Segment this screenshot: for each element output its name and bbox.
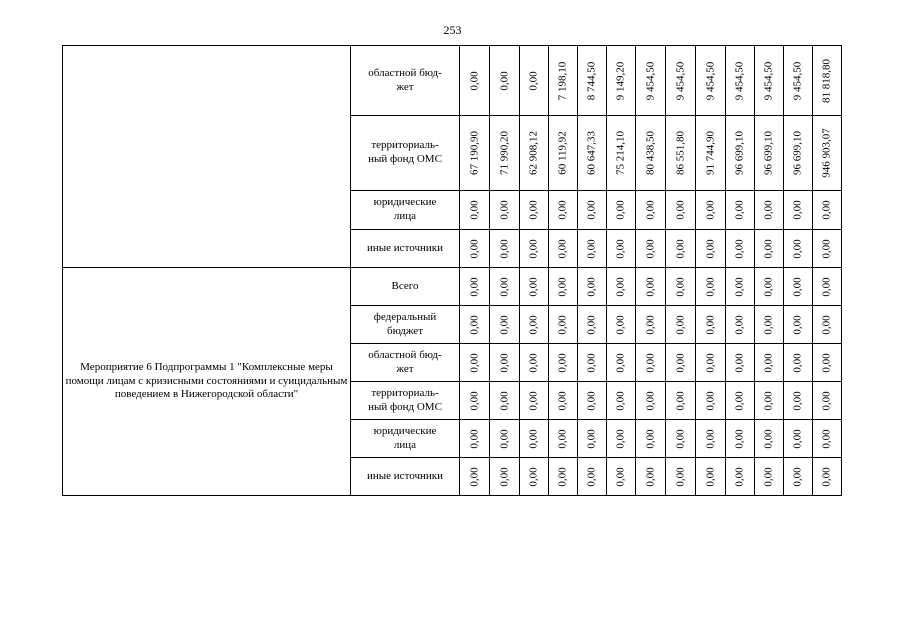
value-cell [755,230,784,268]
funding-source-cell: территориаль- ный фонд ОМС [351,116,460,191]
funding-source-cell: территориаль- ный фонд ОМС [351,382,460,420]
value-text: 0,00 [674,466,686,487]
value-text: 0,00 [556,466,569,487]
value-cell [578,420,607,458]
value-cell [696,268,726,306]
value-text: 0,00 [704,238,716,259]
value-cell [607,344,636,382]
value-text: 0,00 [762,238,775,259]
value-cell [666,458,696,496]
value-cell [813,306,842,344]
value-text: 0,00 [527,70,540,91]
value-cell [490,268,520,306]
value-cell [636,306,666,344]
value-cell [813,458,842,496]
value-text: 0,00 [704,428,716,449]
value-text: 0,00 [704,390,716,411]
value-cell [784,382,813,420]
value-text: 0,00 [556,276,569,297]
value-text: 0,00 [791,238,804,259]
value-cell [726,230,755,268]
value-cell [636,420,666,458]
value-cell [696,230,726,268]
value-cell [784,344,813,382]
value-text: 0,00 [791,390,804,411]
value-text: 0,00 [527,390,540,411]
value-text: 0,00 [614,314,627,335]
funding-source-cell: юридические лица [351,191,460,230]
value-cell [696,116,726,191]
value-cell [813,420,842,458]
value-text: 0,00 [527,428,540,449]
value-cell [549,458,578,496]
value-text: 0,00 [820,428,833,449]
value-cell [460,230,490,268]
value-text: 80 438,50 [644,131,656,175]
value-text: 0,00 [498,428,510,449]
value-cell [726,382,755,420]
value-text: 0,00 [644,428,656,449]
value-text: 0,00 [556,200,569,220]
value-text: 0,00 [556,428,569,449]
value-cell [755,458,784,496]
value-cell [755,306,784,344]
value-cell [784,46,813,116]
value-cell [636,230,666,268]
value-text: 9 149,20 [614,61,627,100]
value-cell [460,458,490,496]
value-cell [755,191,784,230]
value-cell [490,420,520,458]
value-cell [520,268,549,306]
budget-table [62,45,842,496]
value-text: 0,00 [527,314,540,335]
table-row [63,46,842,116]
value-text: 0,00 [556,390,569,411]
value-cell [726,116,755,191]
value-text: 91 744,90 [704,131,716,175]
value-cell [578,458,607,496]
value-text: 0,00 [733,428,746,449]
value-text: 0,00 [498,314,510,335]
value-cell [578,191,607,230]
value-text: 86 551,80 [674,131,686,175]
value-cell [666,46,696,116]
value-cell [520,420,549,458]
value-text: 0,00 [820,200,833,220]
value-cell [696,344,726,382]
value-cell [520,344,549,382]
value-cell [520,46,549,116]
value-text: 0,00 [762,314,775,335]
value-cell [666,420,696,458]
funding-source-cell: областной бюд- жет [351,46,460,116]
value-text: 0,00 [820,390,833,411]
program-name-cell: Мероприятие 6 Подпрограммы 1 "Комплексные меры помощи лицам с кризисными состояниями и суицидальным поведением в Нижегородской области" [63,268,351,496]
value-cell [696,420,726,458]
value-cell [460,344,490,382]
value-cell [490,230,520,268]
value-cell [549,116,578,191]
value-cell [460,382,490,420]
value-text: 60 647,33 [585,131,598,175]
value-cell [666,230,696,268]
value-text: 0,00 [498,238,510,259]
value-cell [755,46,784,116]
value-cell [460,420,490,458]
value-text: 0,00 [733,314,746,335]
value-text: 0,00 [468,314,480,335]
value-text: 96 699,10 [762,131,775,175]
value-cell [607,458,636,496]
value-text: 75 214,10 [614,131,627,175]
value-text: 0,00 [585,428,598,449]
value-cell [549,46,578,116]
value-text: 0,00 [468,352,480,373]
value-text: 7 198,10 [556,61,569,100]
value-cell [636,382,666,420]
value-cell [490,306,520,344]
value-cell [607,116,636,191]
value-text: 62 908,12 [527,131,540,175]
value-text: 0,00 [644,314,656,335]
value-cell [520,230,549,268]
value-text: 0,00 [791,276,804,297]
value-cell [813,191,842,230]
value-text: 0,00 [498,276,510,297]
value-text: 0,00 [527,200,540,220]
value-cell [813,230,842,268]
value-text: 0,00 [674,390,686,411]
value-cell [490,191,520,230]
value-text: 0,00 [733,238,746,259]
value-cell [460,46,490,116]
value-text: 0,00 [733,466,746,487]
value-text: 0,00 [527,466,540,487]
value-cell [460,268,490,306]
value-cell [607,382,636,420]
value-text: 0,00 [762,352,775,373]
value-cell [813,268,842,306]
value-text: 0,00 [644,390,656,411]
value-cell [726,268,755,306]
value-text: 0,00 [468,238,480,259]
value-cell [636,191,666,230]
value-cell [578,344,607,382]
funding-source-cell: иные источники [351,230,460,268]
value-cell [520,382,549,420]
value-text: 9 454,50 [674,61,686,100]
value-text: 0,00 [820,276,833,297]
value-cell [813,382,842,420]
value-text: 0,00 [468,390,480,411]
value-text: 0,00 [791,352,804,373]
value-text: 0,00 [674,352,686,373]
value-cell [549,382,578,420]
value-cell [696,306,726,344]
value-cell [636,116,666,191]
value-text: 0,00 [585,238,598,259]
value-cell [578,46,607,116]
value-text: 0,00 [791,428,804,449]
value-text: 71 990,20 [498,131,510,175]
value-cell [813,116,842,191]
value-text: 0,00 [820,314,833,335]
value-text: 0,00 [468,200,480,220]
value-cell [490,46,520,116]
value-cell [636,46,666,116]
value-cell [696,46,726,116]
value-cell [813,46,842,116]
value-cell [784,306,813,344]
value-text: 67 190,90 [468,131,480,175]
value-text: 0,00 [704,466,716,487]
value-cell [666,191,696,230]
program-name-cell [63,46,351,268]
value-text: 0,00 [614,466,627,487]
value-cell [696,458,726,496]
value-cell [636,344,666,382]
value-text: 0,00 [674,200,686,220]
value-cell [666,116,696,191]
value-cell [607,268,636,306]
value-text: 0,00 [614,200,627,220]
value-cell [549,306,578,344]
funding-source-cell: федеральный бюджет [351,306,460,344]
value-text: 0,00 [644,352,656,373]
value-text: 0,00 [820,352,833,373]
value-cell [490,382,520,420]
value-cell [784,191,813,230]
value-text: 96 699,10 [733,131,746,175]
value-cell [607,230,636,268]
value-text: 0,00 [644,200,656,220]
value-text: 0,00 [498,352,510,373]
value-text: 0,00 [704,276,716,297]
value-text: 0,00 [468,466,480,487]
value-text: 0,00 [614,390,627,411]
value-text: 0,00 [674,238,686,259]
value-text: 0,00 [614,428,627,449]
value-cell [755,382,784,420]
value-cell [549,420,578,458]
value-text: 0,00 [791,200,804,220]
value-text: 0,00 [762,466,775,487]
value-text: 0,00 [820,466,833,487]
value-text: 0,00 [498,466,510,487]
value-cell [578,382,607,420]
value-text: 946 903,07 [820,128,833,178]
value-text: 0,00 [704,352,716,373]
value-text: 0,00 [585,200,598,220]
value-cell [520,191,549,230]
value-text: 0,00 [733,352,746,373]
value-text: 0,00 [527,352,540,373]
value-cell [607,46,636,116]
value-text: 9 454,50 [644,61,656,100]
value-text: 0,00 [498,200,510,220]
page-number: 253 [443,23,462,37]
value-cell [726,420,755,458]
value-text: 0,00 [762,276,775,297]
value-cell [726,344,755,382]
funding-source-cell: Всего [351,268,460,306]
value-cell [607,306,636,344]
value-text: 0,00 [614,276,627,297]
value-text: 8 744,50 [585,61,598,100]
value-cell [755,116,784,191]
value-cell [726,306,755,344]
value-text: 9 454,50 [704,61,716,100]
value-text: 0,00 [762,200,775,220]
value-text: 0,00 [674,428,686,449]
value-cell [549,344,578,382]
value-text: 0,00 [762,428,775,449]
table-row [63,268,842,306]
value-cell [755,420,784,458]
value-text: 0,00 [644,466,656,487]
value-text: 0,00 [498,70,510,91]
value-text: 0,00 [527,238,540,259]
value-cell [520,458,549,496]
value-text: 0,00 [468,276,480,297]
value-text: 0,00 [527,276,540,297]
value-cell [490,344,520,382]
value-text: 0,00 [733,390,746,411]
value-text: 0,00 [556,314,569,335]
value-text: 0,00 [644,276,656,297]
value-cell [578,268,607,306]
value-cell [755,344,784,382]
value-cell [636,268,666,306]
value-cell [726,191,755,230]
value-text: 0,00 [468,428,480,449]
funding-source-cell: юридические лица [351,420,460,458]
value-cell [755,268,784,306]
value-text: 0,00 [585,466,598,487]
value-text: 0,00 [498,390,510,411]
value-cell [490,458,520,496]
value-cell [460,191,490,230]
value-cell [726,458,755,496]
value-cell [784,230,813,268]
value-cell [490,116,520,191]
value-cell [578,230,607,268]
value-cell [549,268,578,306]
value-cell [636,458,666,496]
value-text: 0,00 [791,314,804,335]
value-cell [696,382,726,420]
value-text: 0,00 [585,276,598,297]
value-cell [784,116,813,191]
value-cell [726,46,755,116]
value-cell [549,191,578,230]
value-text: 0,00 [733,200,746,220]
value-cell [578,116,607,191]
value-text: 0,00 [556,238,569,259]
funding-source-cell: иные источники [351,458,460,496]
value-cell [607,420,636,458]
value-cell [520,306,549,344]
value-text: 0,00 [674,276,686,297]
value-text: 81 818,80 [820,58,833,103]
value-text: 0,00 [674,314,686,335]
value-cell [784,458,813,496]
value-cell [666,344,696,382]
value-cell [607,191,636,230]
value-text: 0,00 [791,466,804,487]
funding-source-cell: областной бюд- жет [351,344,460,382]
value-cell [460,116,490,191]
value-text: 0,00 [585,352,598,373]
value-cell [666,306,696,344]
value-text: 0,00 [614,352,627,373]
value-cell [784,420,813,458]
value-cell [549,230,578,268]
value-text: 0,00 [585,390,598,411]
value-cell [666,268,696,306]
value-text: 0,00 [468,70,480,91]
value-text: 0,00 [556,352,569,373]
value-cell [578,306,607,344]
value-text: 0,00 [644,238,656,259]
value-text: 0,00 [820,238,833,259]
value-cell [520,116,549,191]
value-text: 0,00 [704,200,716,220]
value-cell [813,344,842,382]
value-cell [784,268,813,306]
value-text: 0,00 [585,314,598,335]
value-text: 60 119,92 [556,131,569,175]
value-text: 0,00 [762,390,775,411]
value-cell [460,306,490,344]
value-text: 9 454,50 [791,61,804,100]
value-cell [666,382,696,420]
value-text: 9 454,50 [733,61,746,100]
value-text: 0,00 [614,238,627,259]
value-text: 0,00 [733,276,746,297]
value-text: 0,00 [704,314,716,335]
value-cell [696,191,726,230]
value-text: 96 699,10 [791,131,804,175]
value-text: 9 454,50 [762,61,775,100]
